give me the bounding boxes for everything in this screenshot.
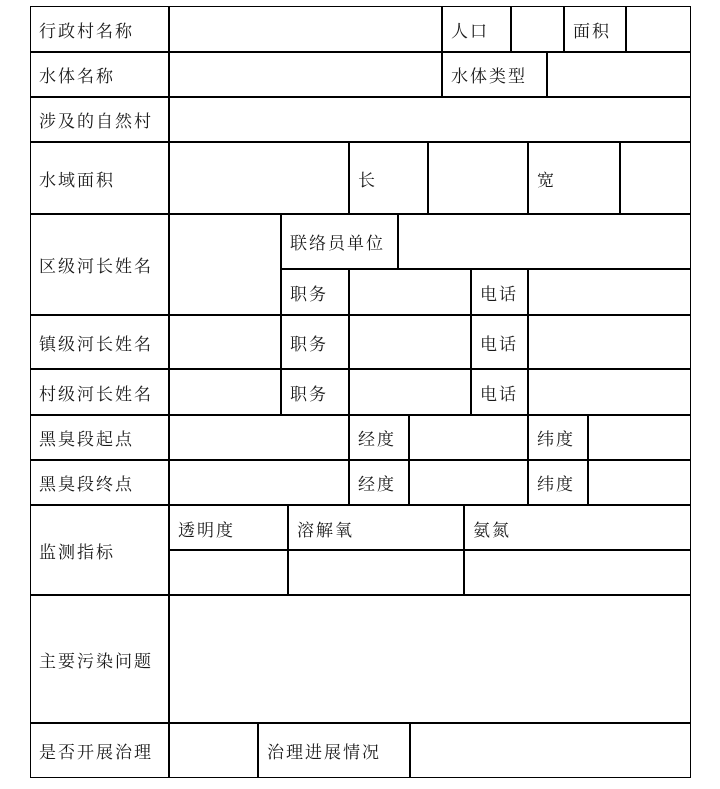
liaison-unit-input[interactable] bbox=[398, 214, 691, 269]
village-phone-input[interactable] bbox=[528, 369, 691, 415]
waterbody-name-input[interactable] bbox=[169, 52, 442, 97]
progress-input[interactable] bbox=[410, 723, 691, 778]
transparency-input[interactable] bbox=[169, 550, 288, 595]
area-input[interactable] bbox=[626, 6, 691, 52]
town-position-input[interactable] bbox=[349, 315, 471, 369]
end-longitude-input[interactable] bbox=[409, 460, 528, 505]
end-latitude-input[interactable] bbox=[588, 460, 691, 505]
end-latitude-label: 纬度 bbox=[528, 460, 588, 505]
start-longitude-label: 经度 bbox=[349, 415, 409, 460]
population-label: 人口 bbox=[442, 6, 511, 52]
village-name-input[interactable] bbox=[169, 6, 442, 52]
district-chief-name-input[interactable] bbox=[169, 214, 281, 315]
start-longitude-input[interactable] bbox=[409, 415, 528, 460]
transparency-label: 透明度 bbox=[169, 505, 288, 550]
village-name-label: 行政村名称 bbox=[30, 6, 169, 52]
pollution-label: 主要污染问题 bbox=[30, 595, 169, 723]
pollution-input[interactable] bbox=[169, 595, 691, 723]
ammonia-label: 氨氮 bbox=[464, 505, 691, 550]
waterbody-name-label: 水体名称 bbox=[30, 52, 169, 97]
length-label: 长 bbox=[349, 142, 428, 214]
village-chief-label: 村级河长姓名 bbox=[30, 369, 169, 415]
natural-villages-input[interactable] bbox=[169, 97, 691, 142]
water-area-input[interactable] bbox=[169, 142, 349, 214]
dissolved-oxygen-input[interactable] bbox=[288, 550, 464, 595]
district-position-label: 职务 bbox=[281, 269, 349, 315]
width-input[interactable] bbox=[620, 142, 691, 214]
village-position-label: 职务 bbox=[281, 369, 349, 415]
end-point-label: 黑臭段终点 bbox=[30, 460, 169, 505]
width-label: 宽 bbox=[528, 142, 620, 214]
monitoring-label: 监测指标 bbox=[30, 505, 169, 595]
town-chief-label: 镇级河长姓名 bbox=[30, 315, 169, 369]
waterbody-type-label: 水体类型 bbox=[442, 52, 547, 97]
start-latitude-label: 纬度 bbox=[528, 415, 588, 460]
progress-label: 治理进展情况 bbox=[258, 723, 410, 778]
end-longitude-label: 经度 bbox=[349, 460, 409, 505]
village-chief-name-input[interactable] bbox=[169, 369, 281, 415]
water-area-label: 水域面积 bbox=[30, 142, 169, 214]
village-position-input[interactable] bbox=[349, 369, 471, 415]
waterbody-type-input[interactable] bbox=[547, 52, 691, 97]
district-chief-label: 区级河长姓名 bbox=[30, 214, 169, 315]
treatment-input[interactable] bbox=[169, 723, 258, 778]
district-phone-label: 电话 bbox=[471, 269, 528, 315]
liaison-unit-label: 联络员单位 bbox=[281, 214, 398, 269]
ammonia-input[interactable] bbox=[464, 550, 691, 595]
district-phone-input[interactable] bbox=[528, 269, 691, 315]
district-position-input[interactable] bbox=[349, 269, 471, 315]
start-point-input[interactable] bbox=[169, 415, 349, 460]
start-latitude-input[interactable] bbox=[588, 415, 691, 460]
length-input[interactable] bbox=[428, 142, 528, 214]
end-point-input[interactable] bbox=[169, 460, 349, 505]
town-position-label: 职务 bbox=[281, 315, 349, 369]
town-phone-input[interactable] bbox=[528, 315, 691, 369]
town-chief-name-input[interactable] bbox=[169, 315, 281, 369]
start-point-label: 黑臭段起点 bbox=[30, 415, 169, 460]
natural-villages-label: 涉及的自然村 bbox=[30, 97, 169, 142]
village-phone-label: 电话 bbox=[471, 369, 528, 415]
area-label: 面积 bbox=[564, 6, 626, 52]
dissolved-oxygen-label: 溶解氧 bbox=[288, 505, 464, 550]
town-phone-label: 电话 bbox=[471, 315, 528, 369]
treatment-label: 是否开展治理 bbox=[30, 723, 169, 778]
population-input[interactable] bbox=[511, 6, 564, 52]
